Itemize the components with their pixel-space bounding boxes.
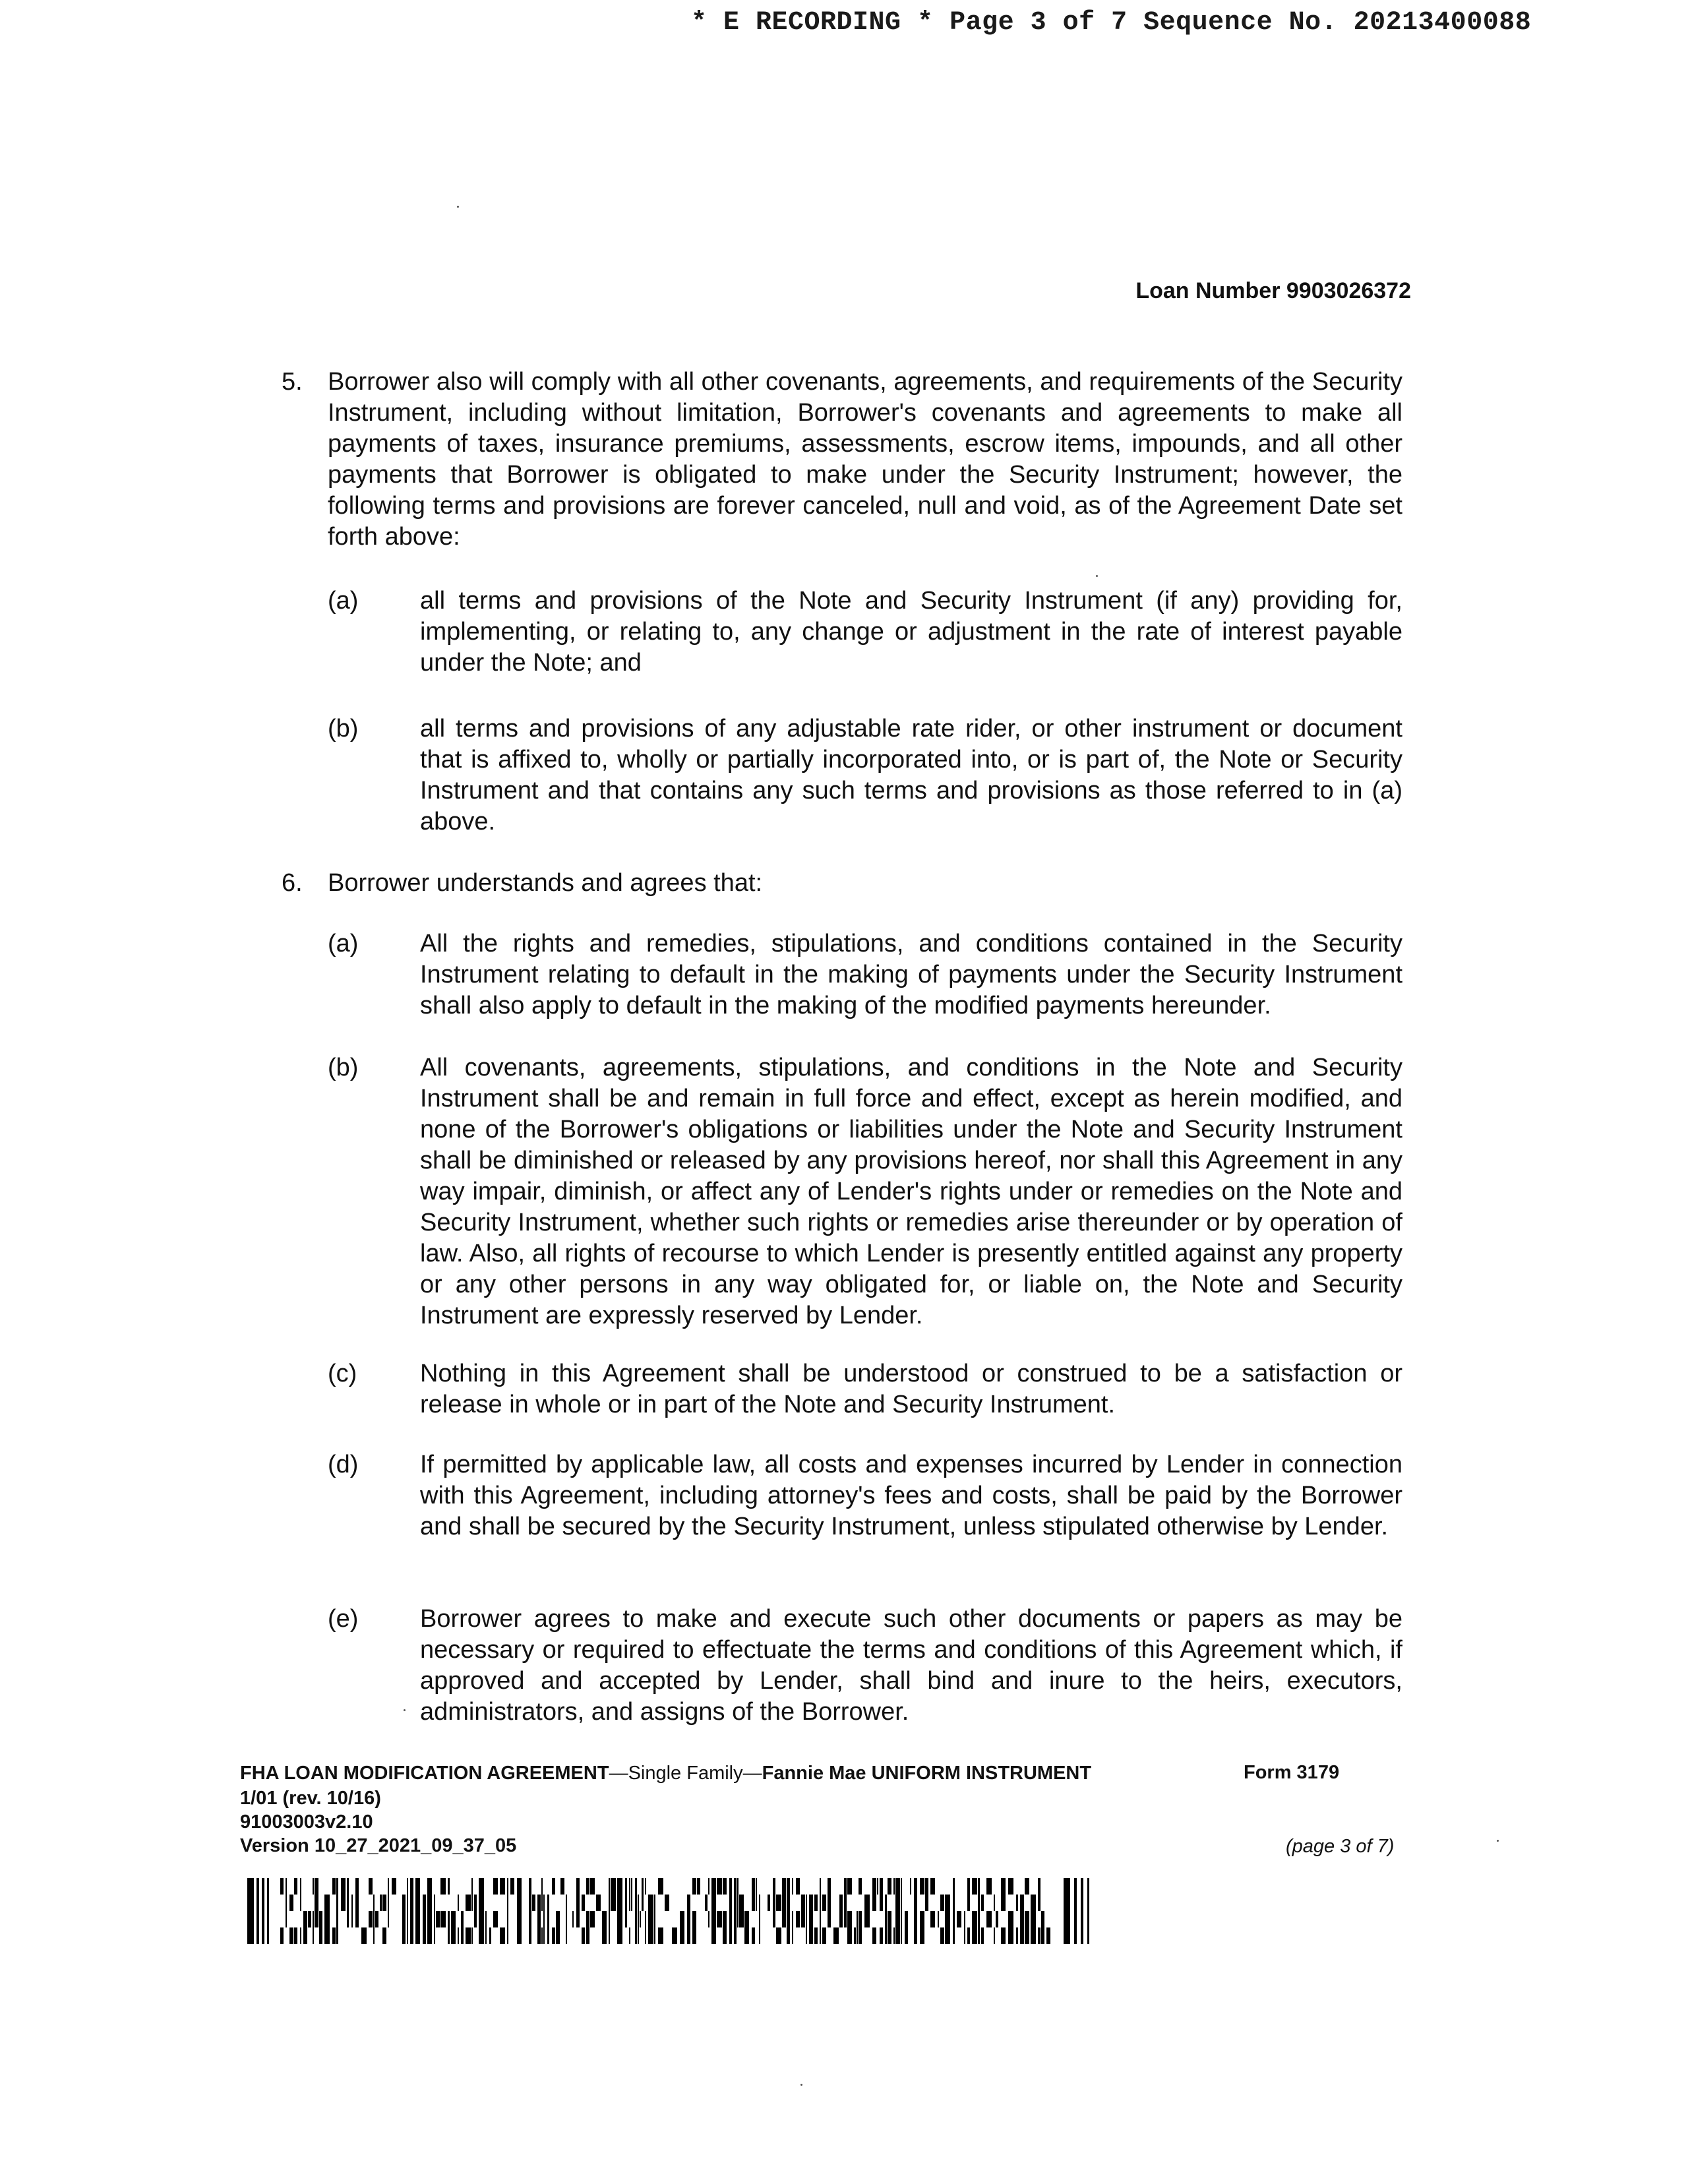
section-6-text: Borrower understands and agrees that: xyxy=(328,869,763,897)
barcode-image xyxy=(247,1878,1091,1944)
section-5b-text: all terms and provisions of any adjustable rate rider, or other instrument or document that is affixed to, wholly or partially incorporated into, or is part of, the Note or Security Instrument and that contains any such terms and provisions as those referred to in (a) above. xyxy=(420,715,1402,835)
scan-speck xyxy=(1096,575,1098,577)
footer-title-dash: —Single Family— xyxy=(609,1763,762,1784)
footer-form-number: Form 3179 xyxy=(1244,1762,1340,1783)
section-6c-label: (c) xyxy=(328,1360,357,1387)
section-5b-label: (b) xyxy=(328,715,359,743)
section-6d-label: (d) xyxy=(328,1451,359,1478)
footer-title-line xyxy=(240,1762,1091,1785)
section-6c-text: Nothing in this Agreement shall be understood or construed to be a satisfaction or release in whole or in part of the Note and Security Instrument. xyxy=(420,1360,1402,1418)
recording-stamp: * E RECORDING * Page 3 of 7 Sequence No. 20213400088 xyxy=(691,8,1532,38)
footer-title-bold2: Fannie Mae UNIFORM INSTRUMENT xyxy=(762,1763,1092,1784)
footer-code: 91003003v2.10 xyxy=(240,1811,373,1833)
section-6e-label: (e) xyxy=(328,1605,359,1633)
section-5a-text: all terms and provisions of the Note and Security Instrument (if any) providing for, implementing, or relating to, any change or adjustment in the rate of interest payable under the Note; and xyxy=(420,587,1402,677)
scan-speck xyxy=(1497,1840,1499,1842)
scan-speck xyxy=(457,206,459,208)
footer-rev: 1/01 (rev. 10/16) xyxy=(240,1788,381,1809)
section-6b-label: (b) xyxy=(328,1054,359,1081)
footer-version: Version 10_27_2021_09_37_05 xyxy=(240,1835,517,1856)
section-5a-label: (a) xyxy=(328,587,359,615)
section-6e-text: Borrower agrees to make and execute such other documents or papers as may be necessary or required to effectuate the terms and conditions of this Agreement which, if approved and accepted by Lender, shall bind and inure to the heirs, executors, administrators, and assigns of the Borrower. xyxy=(420,1605,1402,1726)
scan-speck xyxy=(800,2084,802,2086)
section-6a-text: All the rights and remedies, stipulations, and conditions contained in the Security Instrument relating to default in the making of payments under the Security Instrument shall also apply to default in the making of the modified payments hereunder. xyxy=(420,930,1402,1019)
section-6-number: 6. xyxy=(282,869,303,897)
section-5-text: Borrower also will comply with all other covenants, agreements, and requirements of the Security Instrument, including without limitation, Borrower's covenants and agreements to make all payments of taxes, insurance premiums, assessments, escrow items, impounds, and all other payments that Borrower is obligated to make under the Security Instrument; however, the following terms and provisions are forever canceled, null and void, as of the Agreement Date set forth above: xyxy=(328,368,1402,551)
section-6a-label: (a) xyxy=(328,930,359,957)
section-6d-text: If permitted by applicable law, all costs and expenses incurred by Lender in connection with this Agreement, including attorney's fees and costs, shall be paid by the Borrower and shall be secured by the Security Instrument, unless stipulated otherwise by Lender. xyxy=(420,1451,1402,1540)
footer-title-bold: FHA LOAN MODIFICATION AGREEMENT xyxy=(240,1763,609,1784)
section-5-number: 5. xyxy=(282,368,303,396)
footer-page-number: (page 3 of 7) xyxy=(1286,1836,1395,1857)
section-6b-text: All covenants, agreements, stipulations, and conditions in the Note and Security Instrument shall be and remain in full force and effect, except as herein modified, and none of the Borrower's obligations or liabilities under the Note and Security Instrument shall be diminished or released by any provisions hereof, nor shall this Agreement in any way impair, diminish, or affect any of Lender's rights under or remedies on the Note and Security Instrument, whether such rights or remedies arise thereunder or by operation of law. Also, all rights of recourse to which Lender is presently entitled against any property or any other persons in any way obligated for, or liable on, the Note and Security Instrument are expressly reserved by Lender. xyxy=(420,1054,1402,1329)
scan-speck xyxy=(404,1709,406,1711)
loan-number: Loan Number 9903026372 xyxy=(1135,278,1411,303)
